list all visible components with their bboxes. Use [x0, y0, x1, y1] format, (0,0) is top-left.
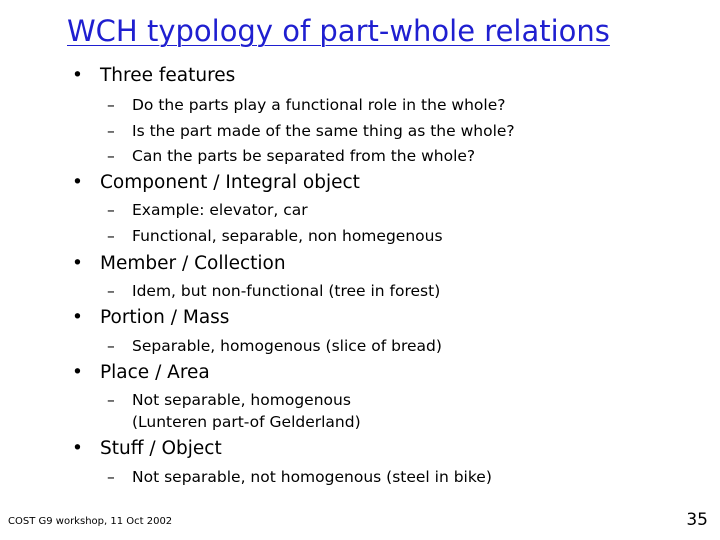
slide-title: WCH typology of part-whole relations [67, 14, 610, 48]
bullet-dot: • [72, 438, 83, 459]
sub-bullet-label: Functional, separable, non homegenous [132, 227, 443, 245]
sub-bullet-label: Not separable, homogenous [132, 391, 351, 409]
sub-bullet-dash: – [107, 391, 115, 409]
sub-bullet-dash: – [107, 227, 115, 245]
sub-bullet-label: Can the parts be separated from the whole? [132, 147, 476, 165]
bullet-dot: • [72, 65, 83, 86]
sub-bullet-label: Separable, homogenous (slice of bread) [132, 337, 442, 355]
bullet-label: Member / Collection [100, 253, 286, 274]
sub-bullet-dash: – [107, 282, 115, 300]
bullet-dot: • [72, 307, 83, 328]
sub-bullet-dash: – [107, 122, 115, 140]
sub-bullet-dash: – [107, 201, 115, 219]
bullet-label: Portion / Mass [100, 307, 230, 328]
sub-bullet-dash: – [107, 147, 115, 165]
sub-bullet-label: Example: elevator, car [132, 201, 308, 219]
bullet-dot: • [72, 172, 83, 193]
footer-event: COST G9 workshop, 11 Oct 2002 [8, 516, 173, 527]
sub-bullet-label: Is the part made of the same thing as the whole? [132, 122, 515, 140]
sub-bullet-continuation: (Lunteren part-of Gelderland) [132, 413, 361, 431]
bullet-dot: • [72, 253, 83, 274]
sub-bullet-label: Idem, but non-functional (tree in forest) [132, 282, 441, 300]
bullet-label: Place / Area [100, 362, 210, 383]
sub-bullet-dash: – [107, 468, 115, 486]
sub-bullet-dash: – [107, 337, 115, 355]
bullet-label: Stuff / Object [100, 438, 222, 459]
bullet-label: Three features [100, 65, 236, 86]
bullet-dot: • [72, 362, 83, 383]
page-number: 35 [686, 510, 708, 530]
sub-bullet-label: Do the parts play a functional role in the whole? [132, 96, 506, 114]
sub-bullet-dash: – [107, 96, 115, 114]
sub-bullet-label: Not separable, not homogenous (steel in bike) [132, 468, 492, 486]
bullet-label: Component / Integral object [100, 172, 360, 193]
